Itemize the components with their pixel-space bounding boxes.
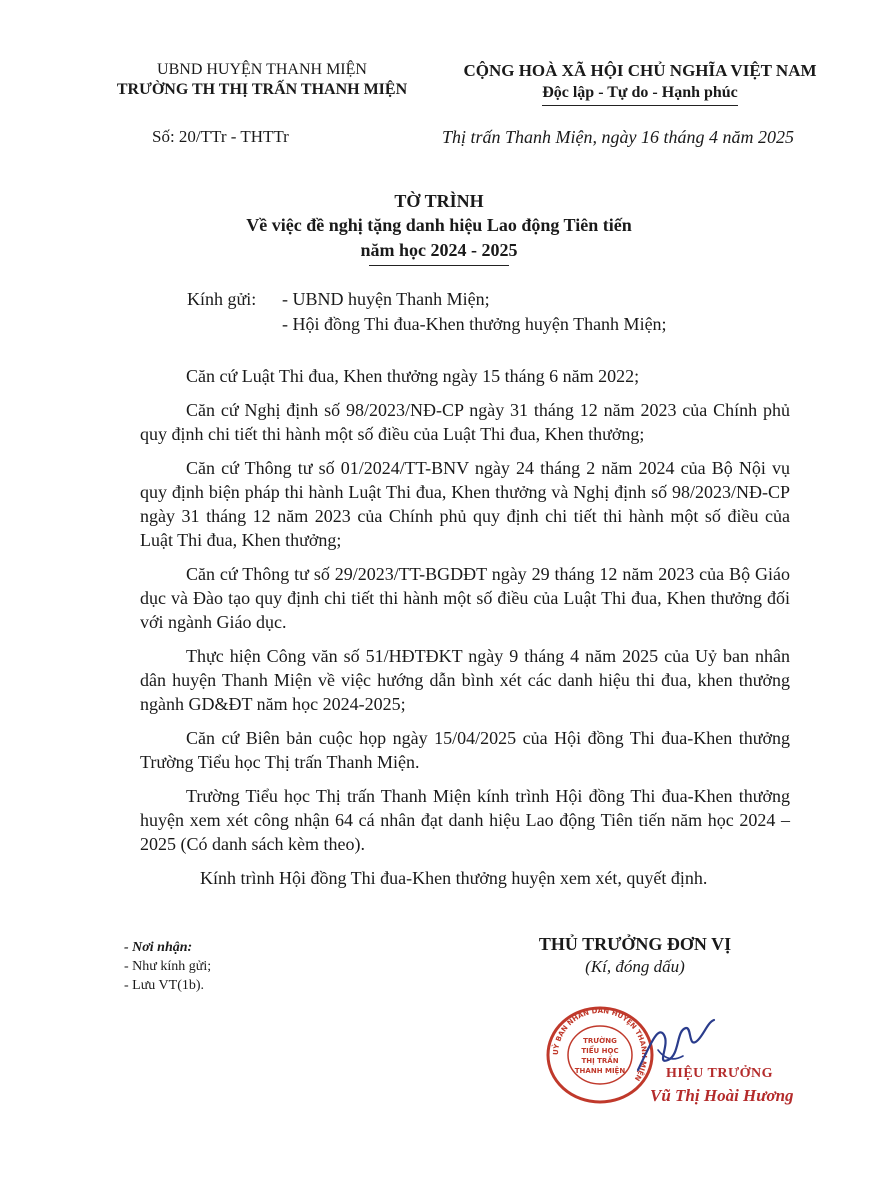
signer-title: HIỆU TRƯỞNG: [666, 1066, 774, 1081]
signature-heading: THỦ TRƯỞNG ĐƠN VỊ: [538, 934, 732, 954]
title-underline: [369, 265, 509, 266]
distribution-list: [124, 938, 211, 995]
distribution-item: - Lưu VT(1b).: [124, 978, 205, 993]
title-subject: Về việc đề nghị tặng danh hiệu Lao động Tiên tiến: [246, 215, 632, 235]
parent-authority: UBND HUYỆN THANH MIỆN: [157, 61, 367, 78]
signature-note: (Kí, đóng dấu): [585, 957, 685, 976]
document-body: [140, 364, 790, 900]
national-header: [430, 60, 850, 106]
document-title: [0, 189, 878, 266]
svg-text:THANH MIỆN: THANH MIỆN: [574, 1067, 626, 1075]
body-paragraph: Căn cứ Thông tư số 29/2023/TT-BGDĐT ngày 29 tháng 12 năm 2023 của Bộ Giáo dục và Đào tạo quy định chi tiết thi hành một số điều của Luật Thi đua, Khen thưởng đối với ngành Giáo dục.: [140, 564, 790, 632]
recipients-label: Kính gửi:: [187, 289, 257, 309]
recipient-item: - UBND huyện Thanh Miện;: [282, 289, 490, 309]
recipient-item: - Hội đồng Thi đua-Khen thưởng huyện Thanh Miện;: [282, 314, 667, 334]
svg-text:TIỂU HỌC: TIỂU HỌC: [581, 1047, 619, 1055]
svg-text:THỊ TRẤN: THỊ TRẤN: [581, 1057, 619, 1065]
document-number: Số: 20/TTr - THTTr: [152, 127, 289, 146]
title-main: TỜ TRÌNH: [394, 191, 484, 211]
body-paragraph: Căn cứ Thông tư số 01/2024/TT-BNV ngày 24 tháng 2 năm 2024 của Bộ Nội vụ quy định biện pháp thi hành Luật Thi đua, Khen thưởng và Nghị định số 98/2023/NĐ-CP ngày 31 tháng 12 năm 2023 của Chính phủ quy định chi tiết thi hành một số điều của Luật Thi đua, Khen thưởng;: [140, 458, 790, 550]
body-paragraph: Căn cứ Nghị định số 98/2023/NĐ-CP ngày 31 tháng 12 năm 2023 của Chính phủ quy định chi tiết thi hành một số điều của Luật Thi đua, Khen thưởng;: [140, 400, 790, 444]
body-paragraph: Thực hiện Công văn số 51/HĐTĐKT ngày 9 tháng 4 năm 2025 của Uỷ ban nhân dân huyện Thanh Miện về việc hướng dẫn bình xét các danh hiệu thi đua, khen thưởng ngành GD&ĐT năm học 2024-2025;: [140, 646, 790, 714]
body-paragraph: Trường Tiểu học Thị trấn Thanh Miện kính trình Hội đồng Thi đua-Khen thưởng huyện xem xét công nhận 64 cá nhân đạt danh hiệu Lao động Tiên tiến năm học 2024 – 2025 (Có danh sách kèm theo).: [140, 786, 790, 854]
recipients: [187, 287, 667, 337]
svg-text:UỶ BAN NHÂN DÂN HUYỆN THANH MI: UỶ BAN NHÂN DÂN HUYỆN THANH MIỆN: [551, 1006, 649, 1083]
body-paragraph: Căn cứ Biên bản cuộc họp ngày 15/04/2025 của Hội đồng Thi đua-Khen thưởng Trường Tiểu học Thị trấn Thanh Miện.: [140, 728, 790, 772]
svg-text:TRƯỜNG: TRƯỜNG: [583, 1037, 617, 1045]
closing-paragraph: Kính trình Hội đồng Thi đua-Khen thưởng huyện xem xét, quyết định.: [200, 868, 708, 888]
signature-block: [480, 932, 790, 978]
signer-name: Vũ Thị Hoài Hương: [650, 1086, 794, 1105]
nation-name: CỘNG HOÀ XÃ HỘI CHỦ NGHĨA VIỆT NAM: [463, 61, 817, 80]
national-motto: Độc lập - Tự do - Hạnh phúc: [542, 82, 738, 106]
distribution-item: - Như kính gửi;: [124, 959, 212, 974]
body-paragraph: Căn cứ Luật Thi đua, Khen thưởng ngày 15 tháng 6 năm 2022;: [186, 366, 640, 386]
school-name: TRƯỜNG TH THỊ TRẤN THANH MIỆN: [116, 81, 408, 98]
distribution-heading: - Nơi nhận:: [124, 940, 193, 955]
place-and-date: Thị trấn Thanh Miện, ngày 16 tháng 4 năm 2025: [442, 127, 795, 147]
issuing-organization: [92, 60, 432, 100]
title-year: năm học 2024 - 2025: [360, 240, 518, 260]
